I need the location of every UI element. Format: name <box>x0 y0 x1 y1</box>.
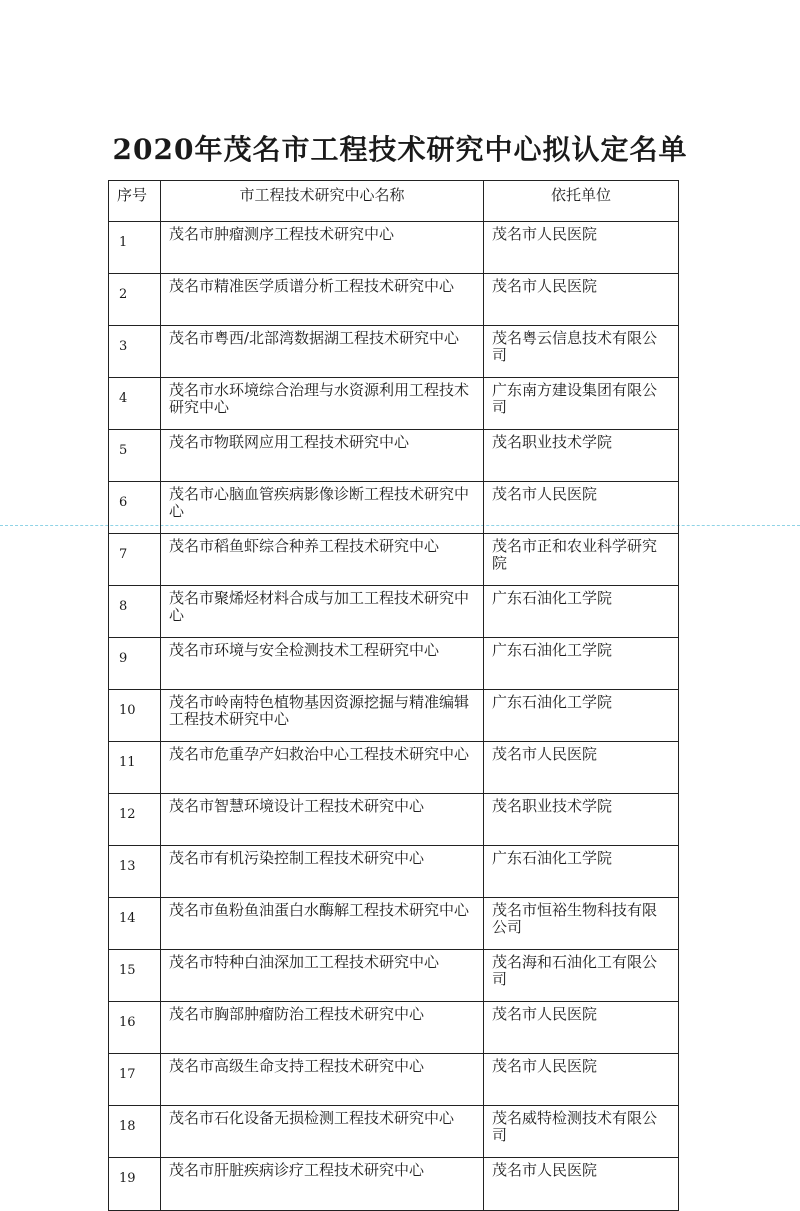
row-center-name: 茂名市环境与安全检测技术工程研究中心 <box>161 638 484 690</box>
row-center-name: 茂名市鱼粉鱼油蛋白水酶解工程技术研究中心 <box>161 898 484 950</box>
row-center-name: 茂名市智慧环境设计工程技术研究中心 <box>161 794 484 846</box>
row-serial: 19 <box>109 1158 161 1211</box>
table-row <box>109 794 679 846</box>
row-center-name: 茂名市肝脏疾病诊疗工程技术研究中心 <box>161 1158 484 1211</box>
row-center-name: 茂名市精准医学质谱分析工程技术研究中心 <box>161 274 484 326</box>
row-serial: 3 <box>109 326 161 378</box>
table-header-row <box>109 181 679 222</box>
row-center-name: 茂名市水环境综合治理与水资源利用工程技术研究中心 <box>161 378 484 430</box>
row-serial: 11 <box>109 742 161 794</box>
table-row <box>109 898 679 950</box>
row-serial: 7 <box>109 534 161 586</box>
table-row <box>109 586 679 638</box>
row-center-name: 茂名市聚烯烃材料合成与加工工程技术研究中心 <box>161 586 484 638</box>
center-list-table <box>108 180 679 1211</box>
header-host-unit: 依托单位 <box>484 181 679 222</box>
table-row <box>109 1054 679 1106</box>
row-serial: 4 <box>109 378 161 430</box>
row-center-name: 茂名市心脑血管疾病影像诊断工程技术研究中心 <box>161 482 484 534</box>
row-host-unit: 茂名市正和农业科学研究院 <box>484 534 679 586</box>
row-serial: 6 <box>109 482 161 534</box>
row-serial: 17 <box>109 1054 161 1106</box>
row-center-name: 茂名市物联网应用工程技术研究中心 <box>161 430 484 482</box>
table-row <box>109 950 679 1002</box>
row-center-name: 茂名市胸部肿瘤防治工程技术研究中心 <box>161 1002 484 1054</box>
table-row <box>109 1002 679 1054</box>
page-title: 2020年茂名市工程技术研究中心拟认定名单 <box>112 133 688 166</box>
row-center-name: 茂名市粤西/北部湾数据湖工程技术研究中心 <box>161 326 484 378</box>
table-row <box>109 846 679 898</box>
table-row <box>109 222 679 274</box>
row-host-unit: 茂名海和石油化工有限公司 <box>484 950 679 1002</box>
table-row <box>109 638 679 690</box>
row-host-unit: 广东南方建设集团有限公司 <box>484 378 679 430</box>
row-serial: 5 <box>109 430 161 482</box>
row-host-unit: 茂名市人民医院 <box>484 1158 679 1211</box>
row-center-name: 茂名市岭南特色植物基因资源挖掘与精准编辑工程技术研究中心 <box>161 690 484 742</box>
row-serial: 12 <box>109 794 161 846</box>
row-serial: 10 <box>109 690 161 742</box>
row-serial: 2 <box>109 274 161 326</box>
row-center-name: 茂名市肿瘤测序工程技术研究中心 <box>161 222 484 274</box>
row-host-unit: 广东石油化工学院 <box>484 586 679 638</box>
table-row <box>109 378 679 430</box>
row-host-unit: 茂名市恒裕生物科技有限公司 <box>484 898 679 950</box>
row-center-name: 茂名市高级生命支持工程技术研究中心 <box>161 1054 484 1106</box>
row-host-unit: 茂名市人民医院 <box>484 222 679 274</box>
row-serial: 15 <box>109 950 161 1002</box>
header-center-name: 市工程技术研究中心名称 <box>161 181 484 222</box>
row-host-unit: 广东石油化工学院 <box>484 690 679 742</box>
table-row <box>109 430 679 482</box>
row-host-unit: 茂名市人民医院 <box>484 274 679 326</box>
row-host-unit: 茂名职业技术学院 <box>484 794 679 846</box>
row-serial: 9 <box>109 638 161 690</box>
row-center-name: 茂名市稻鱼虾综合种养工程技术研究中心 <box>161 534 484 586</box>
row-host-unit: 茂名粤云信息技术有限公司 <box>484 326 679 378</box>
table-row <box>109 274 679 326</box>
table-row <box>109 742 679 794</box>
table-row <box>109 1158 679 1211</box>
table-row <box>109 534 679 586</box>
row-host-unit: 茂名市人民医院 <box>484 482 679 534</box>
row-host-unit: 广东石油化工学院 <box>484 638 679 690</box>
table-row <box>109 1106 679 1158</box>
row-serial: 16 <box>109 1002 161 1054</box>
row-host-unit: 广东石油化工学院 <box>484 846 679 898</box>
row-center-name: 茂名市有机污染控制工程技术研究中心 <box>161 846 484 898</box>
row-serial: 1 <box>109 222 161 274</box>
table-row <box>109 326 679 378</box>
row-host-unit: 茂名职业技术学院 <box>484 430 679 482</box>
table-row <box>109 482 679 534</box>
row-serial: 18 <box>109 1106 161 1158</box>
row-center-name: 茂名市石化设备无损检测工程技术研究中心 <box>161 1106 484 1158</box>
row-host-unit: 茂名威特检测技术有限公司 <box>484 1106 679 1158</box>
row-serial: 14 <box>109 898 161 950</box>
row-center-name: 茂名市危重孕产妇救治中心工程技术研究中心 <box>161 742 484 794</box>
row-center-name: 茂名市特种白油深加工工程技术研究中心 <box>161 950 484 1002</box>
row-serial: 8 <box>109 586 161 638</box>
header-serial: 序号 <box>109 181 161 222</box>
table-row <box>109 690 679 742</box>
row-host-unit: 茂名市人民医院 <box>484 1054 679 1106</box>
row-host-unit: 茂名市人民医院 <box>484 742 679 794</box>
row-host-unit: 茂名市人民医院 <box>484 1002 679 1054</box>
row-serial: 13 <box>109 846 161 898</box>
